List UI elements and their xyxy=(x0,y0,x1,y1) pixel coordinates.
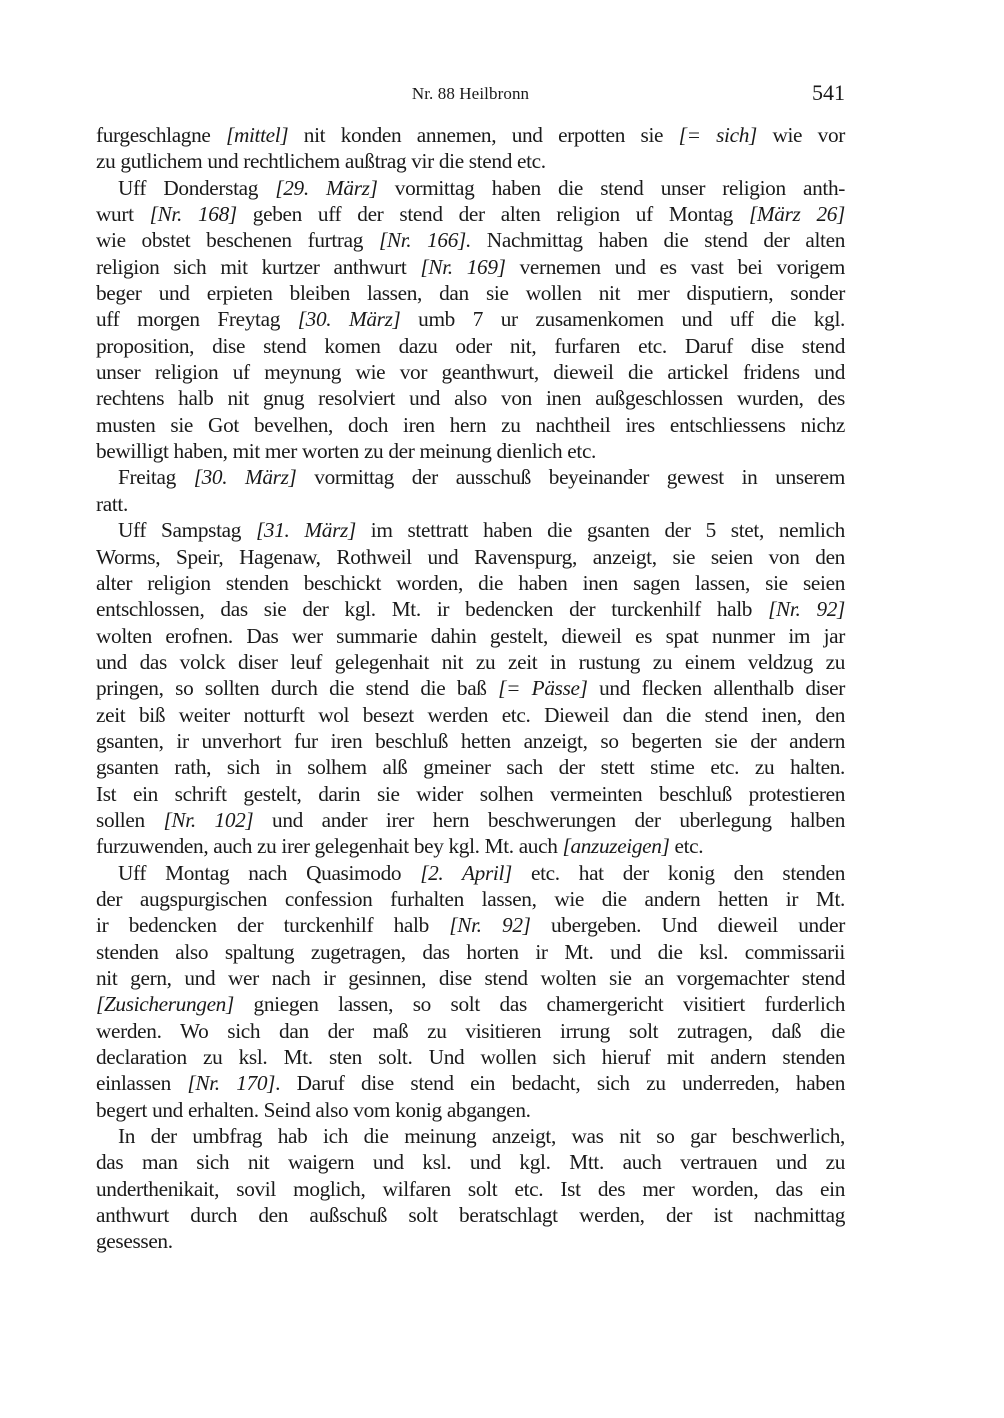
text-segment: wurt xyxy=(96,202,150,227)
text-segment: entschlossen, das sie der kgl. Mt. ir bedencken der turckenhilf halb xyxy=(96,597,769,622)
text-segment: religion sich mit kurtzer anthwurt xyxy=(96,254,421,279)
text-segment: gsanten, ir unverhort fur iren beschluß hetten anzeigt, so begerten sie der andern xyxy=(96,728,845,753)
text-segment: declaration zu ksl. Mt. sten solt. Und wollen sich hieruf mit andern stenden xyxy=(96,1045,845,1070)
editorial-annotation: [Nr. 169] xyxy=(420,254,506,279)
text-line xyxy=(96,333,845,359)
text-segment: anthwurt durch den außschuß solt beratschlagt werden, der ist nachmittag xyxy=(96,1203,845,1228)
text-segment: ratt. xyxy=(96,491,128,516)
text-segment: vormittag der ausschuß beyeinander gewest in unserem xyxy=(296,465,845,490)
text-line xyxy=(96,1070,845,1096)
text-segment: im stettratt haben die gsanten der 5 stet, nemlich xyxy=(355,518,845,543)
text-line xyxy=(96,991,845,1017)
text-line xyxy=(96,1228,845,1254)
editorial-annotation: [mittel] xyxy=(226,123,289,147)
text-segment: vernemen und es vast bei vorigem xyxy=(505,254,846,279)
text-segment: nit konden annemen, und erpotten sie xyxy=(288,123,679,147)
text-segment: wolten erofnen. Das wer summarie dahin gestelt, dieweil es spat nunmer im jar xyxy=(96,623,845,648)
text-line xyxy=(96,702,845,728)
text-segment: gsanten rath, sich in solhem alß gmeiner sach der stett stime etc. zu halten. xyxy=(96,755,845,780)
text-segment: bewilligt haben, mit mer worten zu der meinung dienlich etc. xyxy=(96,439,597,464)
text-segment: Uff Montag nach Quasimodo xyxy=(118,860,421,885)
text-segment: einlassen xyxy=(96,1071,188,1096)
text-line xyxy=(96,939,845,965)
body-text xyxy=(96,122,845,1255)
text-segment: gniegen lassen, so solt das chamergericht visitiert furderlich xyxy=(233,992,845,1017)
text-line xyxy=(96,122,845,148)
text-segment: furgeschlagne xyxy=(96,123,227,147)
text-segment: und das volck diser leuf gelegenhait nit zu zeit in rustung zu einem veldzug zu xyxy=(96,649,845,674)
text-segment: der augspurgischen confession furhalten lassen, wie die andern hetten ir Mt. xyxy=(96,886,845,911)
text-line xyxy=(96,649,845,675)
text-segment: wie vor xyxy=(756,123,845,147)
text-line xyxy=(96,912,845,938)
text-segment: begert und erhalten. Seind also vom konig abgangen. xyxy=(96,1097,531,1122)
text-segment: beger und erpieten bleiben lassen, dan sie wollen nit mer disputiern, sonder xyxy=(96,281,845,306)
text-line xyxy=(96,1202,845,1228)
text-line xyxy=(96,807,845,833)
text-segment: Freitag xyxy=(118,465,194,490)
text-line xyxy=(96,781,845,807)
text-segment: . Daruf dise stend ein bedacht, sich zu underreden, haben xyxy=(275,1071,845,1096)
text-line xyxy=(96,1018,845,1044)
text-segment: Uff Donderstag xyxy=(118,175,276,200)
editorial-annotation: [30. März] xyxy=(193,465,297,490)
editorial-annotation: [März 26] xyxy=(748,202,845,227)
text-segment: ir bedencken der turckenhilf halb xyxy=(96,913,450,938)
page-number: 541 xyxy=(812,80,845,105)
paragraph-first-line xyxy=(96,1123,845,1149)
text-segment: vormittag haben die stend unser religion anth- xyxy=(377,175,845,200)
text-segment: underthenikait, sovil moglich, wilfaren solt etc. Ist des mer worden, das ein xyxy=(96,1176,845,1201)
text-segment: das man sich nit waigern und ksl. und kgl. Mtt. auch vertrauen und zu xyxy=(96,1150,845,1175)
text-line xyxy=(96,254,845,280)
text-segment: zu gutlichem und rechtlichem außtrag vir die stend etc. xyxy=(96,149,546,174)
editorial-annotation: [Nr. 102] xyxy=(163,807,254,832)
text-segment: etc. hat der konig den stenden xyxy=(512,860,845,885)
editorial-annotation: [29. März] xyxy=(275,175,378,200)
editorial-annotation: [Zusicherungen] xyxy=(96,992,234,1017)
text-line xyxy=(96,148,845,174)
text-line xyxy=(96,280,845,306)
text-segment: uff morgen Freytag xyxy=(96,307,298,332)
text-segment: proposition, dise stend komen dazu oder nit, furfaren etc. Daruf dise stend xyxy=(96,333,845,358)
editorial-annotation: [2. April] xyxy=(420,860,512,885)
editorial-annotation: [anzuzeigen] xyxy=(562,834,670,859)
text-line xyxy=(96,675,845,701)
text-segment: und ander irer hern beschwerungen der uberlegung halben xyxy=(253,807,846,832)
text-segment: und flecken allenthalb diser xyxy=(587,676,846,701)
text-segment: werden. Wo sich dan der maß zu visitieren irrung solt zutragen, daß die xyxy=(96,1018,845,1043)
text-segment: Ist ein schrift gestelt, darin sie wider solhen vermeinten beschluß protestieren xyxy=(96,781,845,806)
text-segment: ubergeben. Und dieweil under xyxy=(530,913,845,938)
text-line xyxy=(96,754,845,780)
text-segment: stenden also spaltung zugetragen, das horten ir Mt. und die ksl. commissarii xyxy=(96,939,845,964)
editorial-annotation: [Nr. 92] xyxy=(768,597,845,622)
text-segment: rechtens halb nit gnug resolviert und also von inen außgeschlossen wurden, des xyxy=(96,386,845,411)
text-segment: In der umbfrag hab ich die meinung anzeigt, was nit so gar beschwerlich, xyxy=(118,1124,845,1149)
text-line xyxy=(96,359,845,385)
editorial-annotation: [30. März] xyxy=(297,307,401,332)
text-line xyxy=(96,1176,845,1202)
text-line xyxy=(96,1097,845,1123)
text-line xyxy=(96,728,845,754)
editorial-annotation: [Nr. 166]. xyxy=(378,228,471,253)
text-segment: nit gern, und wer nach ir gesinnen, dise stend wolten sie an vorgemachter stend xyxy=(96,966,845,990)
text-line xyxy=(96,306,845,332)
text-line xyxy=(96,965,845,991)
text-line xyxy=(96,623,845,649)
text-segment: pringen, so sollten durch die stend die baß xyxy=(96,676,499,701)
editorial-annotation: [Nr. 92] xyxy=(449,913,531,938)
text-line xyxy=(96,570,845,596)
text-segment: sollen xyxy=(96,807,164,832)
text-line xyxy=(96,201,845,227)
text-line xyxy=(96,886,845,912)
editorial-annotation: [Nr. 170] xyxy=(187,1071,276,1096)
text-segment: musten sie Got bevelhen, doch iren hern zu nachtheil ires entschliessens nichz xyxy=(96,412,845,437)
text-segment: etc. xyxy=(669,834,704,859)
text-segment: unser religion uf meynung wie vor geanthwurt, dieweil die artickel fridens und xyxy=(96,360,845,385)
text-line xyxy=(96,596,845,622)
editorial-annotation: [= Pässe] xyxy=(498,676,588,701)
text-segment: wie obstet beschenen furtrag xyxy=(96,228,379,253)
text-line xyxy=(96,438,845,464)
text-line xyxy=(96,491,845,517)
editorial-annotation: [= sich] xyxy=(678,123,757,147)
text-segment: geben uff der stend der alten religion uf Montag xyxy=(236,202,749,227)
text-line xyxy=(96,1149,845,1175)
text-line xyxy=(96,412,845,438)
text-line xyxy=(96,385,845,411)
editorial-annotation: [31. März] xyxy=(255,518,356,543)
text-line xyxy=(96,544,845,570)
running-head xyxy=(96,80,845,106)
text-segment: umb 7 ur zusamenkomen und uff die kgl. xyxy=(400,307,845,332)
text-segment: furzuwenden, auch zu irer gelegenhait bey kgl. Mt. auch xyxy=(96,834,563,859)
paragraph-first-line xyxy=(96,464,845,490)
text-line xyxy=(96,227,845,253)
paragraph-first-line xyxy=(96,175,845,201)
text-line xyxy=(96,833,845,859)
running-title: Nr. 88 Heilbronn xyxy=(411,84,530,103)
text-segment: gesessen. xyxy=(96,1229,173,1254)
text-segment: Uff Sampstag xyxy=(118,518,256,543)
text-segment: Nachmittag haben die stend der alten xyxy=(470,228,845,253)
text-line xyxy=(96,1044,845,1070)
text-segment: zeit biß weiter notturft wol besezt werden etc. Dieweil dan die stend inen, den xyxy=(96,702,845,727)
text-segment: Worms, Speir, Hagenaw, Rothweil und Ravenspurg, anzeigt, sie seien von den xyxy=(96,544,845,569)
paragraph-first-line xyxy=(96,517,845,543)
editorial-annotation: [Nr. 168] xyxy=(149,202,237,227)
paragraph-first-line xyxy=(96,860,845,886)
text-segment: alter religion stenden beschickt worden, die haben inen sagen lassen, sie seien xyxy=(96,570,845,595)
